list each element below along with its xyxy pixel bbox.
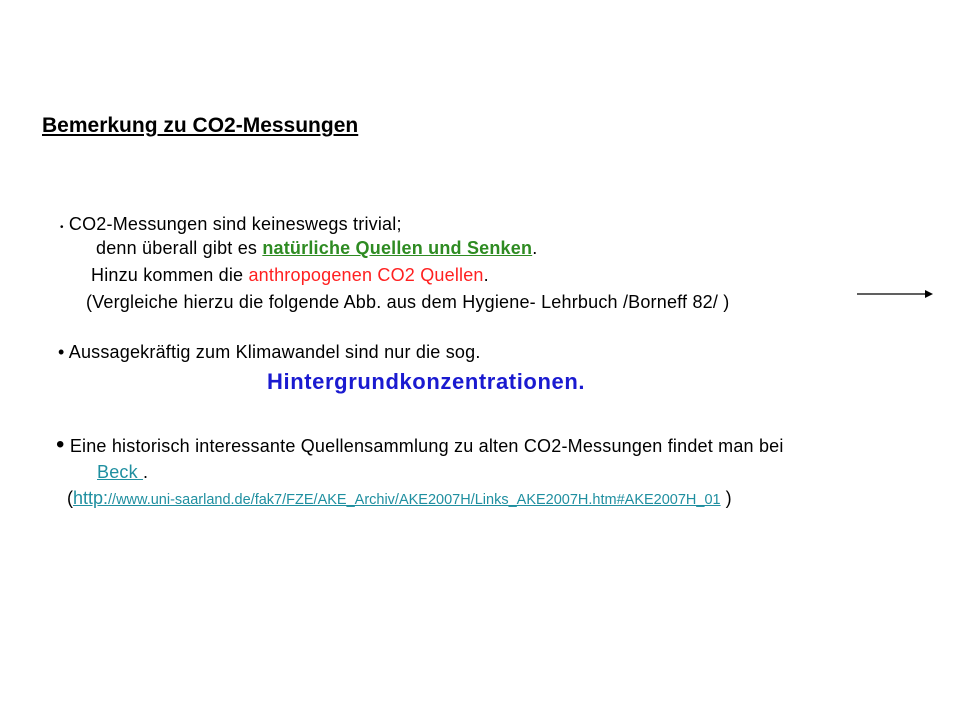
- beck-suffix: .: [143, 462, 149, 482]
- background-concentrations-emphasis: Hintergrundkonzentrationen.: [267, 369, 586, 394]
- url-path: //www.uni-saarland.de/fak7/FZE/AKE_Archiv/AKE2007H/Links_AKE2007H.htm#AKE2007H_01: [108, 492, 721, 508]
- right-arrow-icon: [857, 287, 933, 301]
- anthropogenic-sources-highlight: anthropogenen CO2 Quellen: [248, 265, 484, 285]
- bullet-2-line-1: [58, 342, 481, 363]
- bullet-marker: •: [58, 342, 65, 362]
- bullet-3-line-1: [56, 431, 784, 458]
- url-link[interactable]: [73, 488, 721, 508]
- bullet-3-line-2: [97, 462, 148, 483]
- page-title: Bemerkung zu CO2-Messungen: [42, 114, 359, 137]
- bullet-1-line-2: [96, 238, 537, 259]
- natural-sources-link[interactable]: natürliche Quellen und Senken: [262, 238, 533, 258]
- bullet-1-line-4: (Vergleiche hierzu die folgende Abb. aus dem Hygiene- Lehrbuch /Borneff 82/ ): [86, 292, 730, 312]
- line-2-suffix: .: [532, 238, 538, 258]
- paren-close: ): [720, 488, 732, 508]
- bullet-1-text: CO2-Messungen sind keineswegs trivial;: [68, 214, 402, 234]
- bullet-1-line-3: [91, 265, 489, 286]
- bullet-3-line-3: [67, 488, 732, 509]
- bullet-1-line-1: [60, 214, 402, 235]
- beck-link[interactable]: Beck: [97, 462, 144, 482]
- line-3-prefix: Hinzu kommen die: [91, 265, 249, 285]
- paren-open: (: [67, 488, 73, 508]
- line-3-suffix: .: [483, 265, 489, 285]
- bullet-marker: •: [56, 431, 65, 458]
- bullet-3-text: Eine historisch interessante Quellensammlung zu alten CO2-Messungen findet man bei: [69, 436, 784, 456]
- line-2-prefix: denn überall gibt es: [96, 238, 263, 258]
- url-scheme: http:: [73, 488, 109, 508]
- bullet-marker: •: [60, 222, 64, 233]
- bullet-2-text: Aussagekräftig zum Klimawandel sind nur die sog.: [68, 342, 481, 362]
